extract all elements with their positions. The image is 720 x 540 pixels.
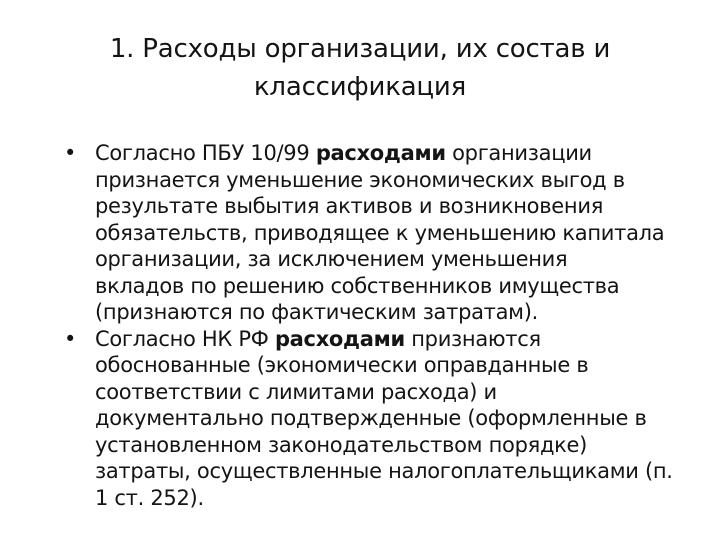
bullet-text-line: 1 ст. 252). xyxy=(95,485,204,510)
bullet-text-line: установленном законодательством порядке) xyxy=(95,432,588,457)
slide-title-line-1: 1. Расходы организации, их состав и xyxy=(109,34,611,64)
bullet-text-line: документально подтвержденные (оформленные в xyxy=(95,406,647,430)
bullet-text-line: обоснованные (экономически оправданные в xyxy=(95,353,589,377)
bold-term: расходами xyxy=(315,141,446,165)
bullet-text-line: затраты, осуществленные налогоплательщиками (п. xyxy=(95,459,673,483)
bullet-list xyxy=(62,140,712,511)
bullet-text-line: соответствии с лимитами расхода) и xyxy=(95,379,497,404)
bullet-text-line: (признаются по фактическим затратам). xyxy=(95,300,538,324)
bullet-text-line xyxy=(95,140,712,167)
bullet-text-line: результате выбытия активов и возникновения xyxy=(95,194,604,218)
bullet-text-line: организации, за исключением уменьшения xyxy=(95,247,568,271)
slide-title-line-2: классификация xyxy=(253,72,467,102)
text-segment: Согласно ПБУ 10/99 xyxy=(95,141,316,165)
bullet-text-line: обязательств, приводящее к уменьшению капитала xyxy=(95,220,665,245)
bullet-text-line xyxy=(95,326,712,353)
bullet-text-line: признается уменьшение экономических выгод в xyxy=(95,167,625,192)
text-segment: признаются xyxy=(404,326,541,351)
slide-title xyxy=(80,30,640,106)
bullet-marker: • xyxy=(64,141,77,165)
text-segment: Согласно НК РФ xyxy=(95,326,275,351)
bullet-marker: • xyxy=(64,326,77,351)
bullet-item-nk xyxy=(62,326,712,512)
bold-term: расходами xyxy=(274,326,405,351)
bullet-item-pbu xyxy=(62,140,712,326)
bullet-text-line: вкладов по решению собственников имущества xyxy=(95,273,620,298)
text-segment: организации xyxy=(445,141,592,165)
